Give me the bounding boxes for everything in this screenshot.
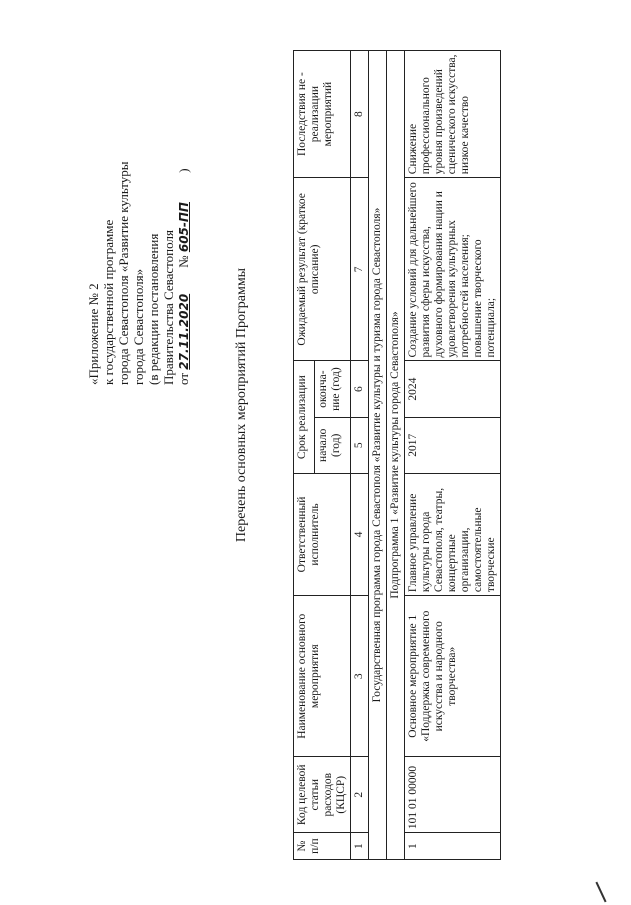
cell-executor: Главное управление культуры города Севастополя, театры, концертные организации, самостоятельные творческие	[405, 473, 501, 595]
handwritten-date: 27.11.2020	[177, 293, 191, 370]
col-header-consequences: Последствия не - реализации мероприятий	[294, 51, 351, 178]
table-row	[405, 51, 501, 860]
cell-start: 2017	[405, 417, 501, 473]
handwritten-number: 605-ПП	[177, 202, 191, 253]
col-number: 3	[351, 596, 369, 757]
cell-code: 101 01 00000	[405, 757, 501, 833]
header-line: к государственной программе	[101, 219, 116, 385]
col-number: 1	[351, 833, 369, 860]
column-numbers-row	[351, 51, 369, 860]
program-title: Государственная программа города Севастополя «Развитие культуры и туризма города Севастополя»	[369, 51, 387, 860]
col-header-end: оконча-ние (год)	[314, 361, 350, 417]
col-number: 8	[351, 51, 369, 178]
col-header-executor: Ответственный исполнитель	[294, 473, 351, 595]
cell-result: Создание условий для дальнейшего развития сферы искусства, духовного формирования нации и удовлетворения культурных потребностей населения; повышение творческого потенциала;	[405, 178, 501, 361]
appendix-header	[86, 85, 192, 385]
program-row	[369, 51, 387, 860]
header-line: города Севастополя»	[131, 268, 146, 385]
cell-consequences: Снижение профессионального уровня произведений сценического искусства, низкое качество	[405, 51, 501, 178]
col-header-num: № п/п	[294, 833, 351, 860]
subprogram-row	[387, 51, 405, 860]
date-prefix: от	[176, 369, 191, 385]
page-title: Перечень основных мероприятий Программы	[234, 267, 249, 543]
col-header-start: начало (год)	[314, 417, 350, 473]
col-number: 4	[351, 473, 369, 595]
header-row	[294, 51, 315, 860]
col-header-period: Срок реализации	[294, 361, 315, 473]
cell-num: 1	[405, 833, 501, 860]
cell-name: Основное мероприятие 1 «Поддержка современного искусства и народного творчества»	[405, 596, 501, 757]
col-number: 5	[351, 417, 369, 473]
col-number: 7	[351, 178, 369, 361]
col-number: 6	[351, 361, 369, 417]
header-date-line	[176, 85, 192, 385]
col-header-code: Код целевой статьи расходов (КЦСР)	[294, 757, 351, 833]
header-line: Правительства Севастополя	[161, 230, 176, 385]
header-line: «Приложение № 2	[86, 283, 101, 385]
header-line: (в редакции постановления	[146, 233, 161, 385]
col-header-result: Ожидаемый результат (краткое описание)	[294, 178, 351, 361]
header-line: города Севастополя «Развитие культуры	[116, 161, 131, 385]
cell-end: 2024	[405, 361, 501, 417]
pen-mark	[595, 882, 606, 903]
col-number: 2	[351, 757, 369, 833]
number-prefix: №	[176, 252, 191, 268]
col-header-name: Наименование основного мероприятия	[294, 596, 351, 757]
subprogram-title: Подпрограмма 1 «Развитие культуры города Севастополя»	[387, 51, 405, 860]
closing-paren: )	[176, 168, 191, 173]
measures-table	[293, 50, 501, 860]
